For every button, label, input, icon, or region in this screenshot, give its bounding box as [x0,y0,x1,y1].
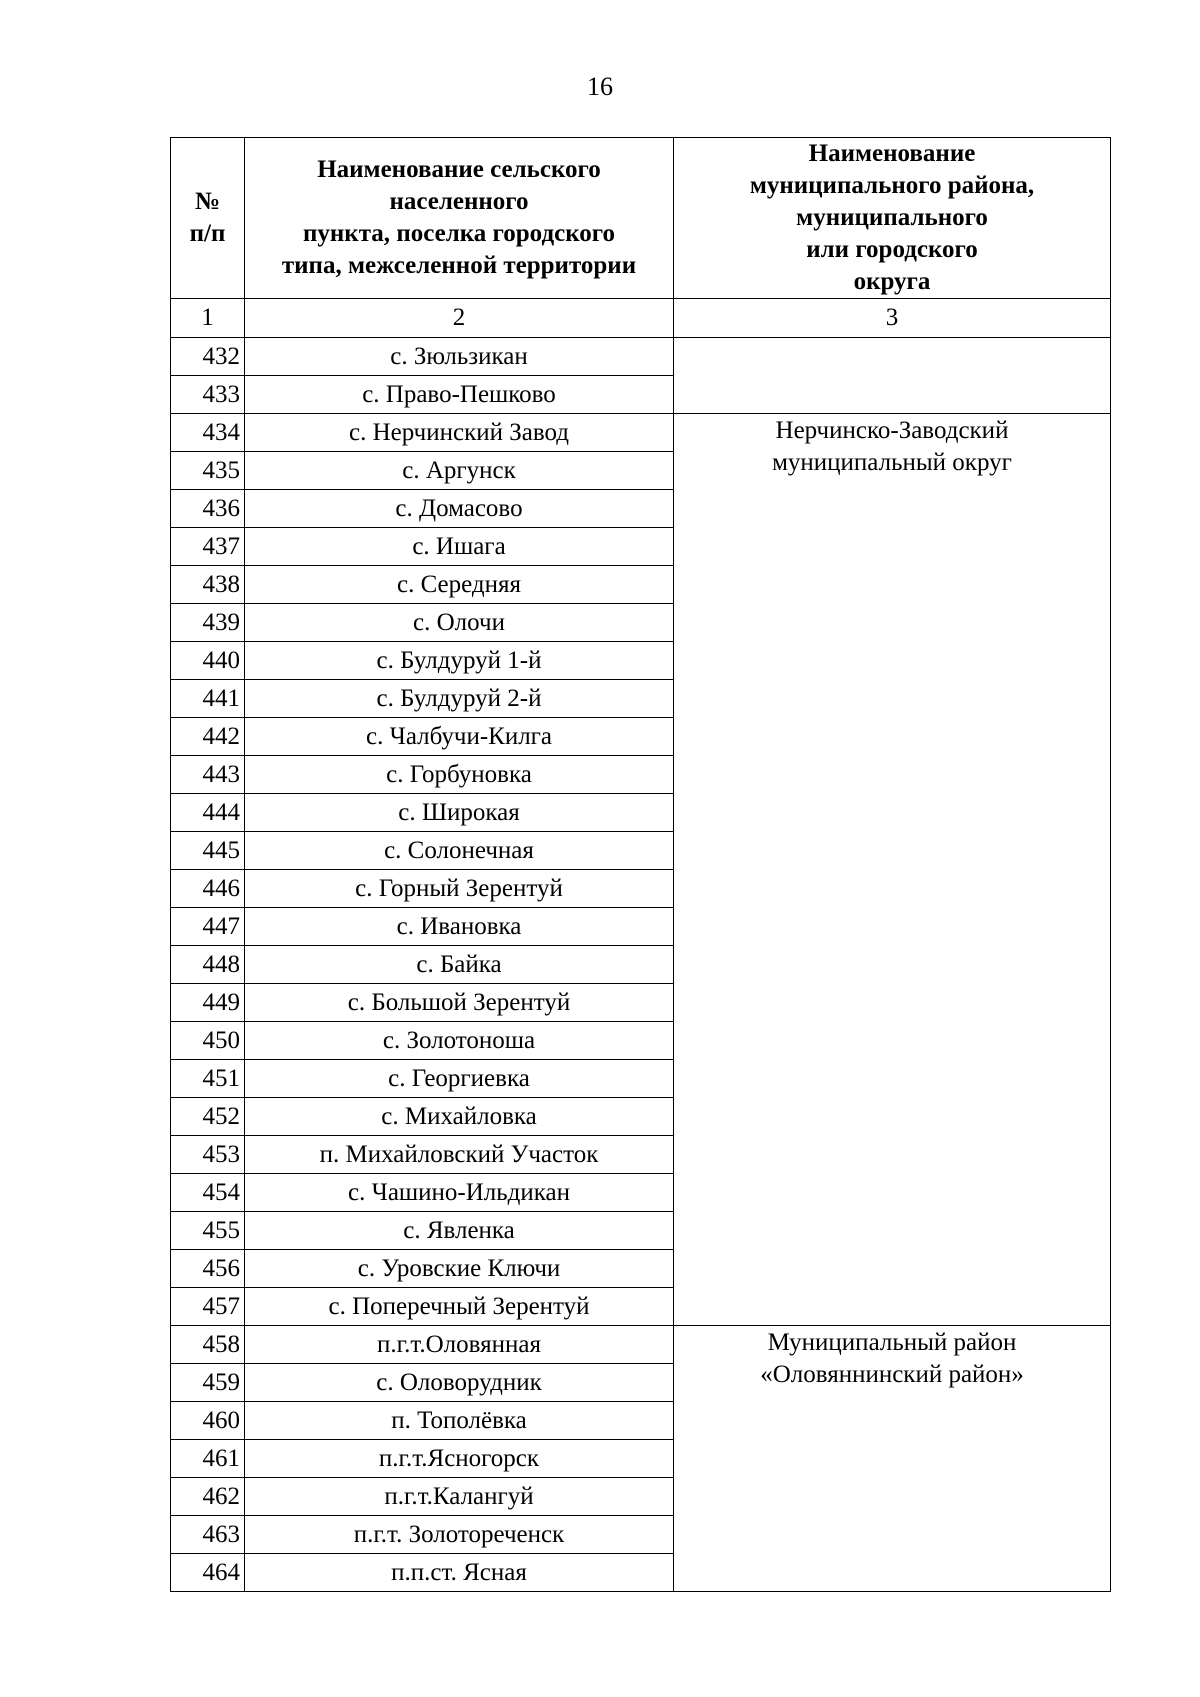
table-row [171,1326,1111,1364]
row-number: 463 [171,1516,245,1554]
row-number: 432 [171,338,245,376]
column-number-3: 3 [674,299,1111,338]
district-name-line: Нерчинско-Заводский [775,417,1009,444]
row-number: 457 [171,1288,245,1326]
header-settlement-label: Наименование сельского населенного пункта, поселка городского типа, межселенной территории [281,156,637,279]
row-number: 460 [171,1402,245,1440]
settlement-name: с. Ишага [245,528,674,566]
settlement-name: п.г.т.Калангуй [245,1478,674,1516]
settlement-name: с. Уровские Ключи [245,1250,674,1288]
district-name [674,414,1111,1326]
header-number [171,138,245,299]
row-number: 451 [171,1060,245,1098]
settlement-name: с. Оловорудник [245,1364,674,1402]
row-number: 452 [171,1098,245,1136]
settlement-name: с. Явленка [245,1212,674,1250]
settlement-name: с. Горбуновка [245,756,674,794]
header-district-name [674,138,1111,299]
column-number-1: 1 [171,299,245,338]
table-row [171,414,1111,452]
row-number: 442 [171,718,245,756]
table-row [171,338,1111,376]
district-name-line: «Оловяннинский район» [760,1361,1024,1388]
row-number: 453 [171,1136,245,1174]
row-number: 449 [171,984,245,1022]
settlement-name: п.г.т. Золотореченск [245,1516,674,1554]
row-number: 456 [171,1250,245,1288]
row-number: 450 [171,1022,245,1060]
settlement-name: с. Середняя [245,566,674,604]
district-name [674,338,1111,414]
settlement-name: с. Поперечный Зерентуй [245,1288,674,1326]
row-number: 446 [171,870,245,908]
settlement-name: с. Ивановка [245,908,674,946]
settlement-name: с. Право-Пешково [245,376,674,414]
row-number: 444 [171,794,245,832]
row-number: 459 [171,1364,245,1402]
row-number: 461 [171,1440,245,1478]
settlements-table [170,137,1111,1592]
column-numbers-row [171,299,1111,338]
settlement-name: с. Олочи [245,604,674,642]
row-number: 438 [171,566,245,604]
settlement-name: с. Большой Зерентуй [245,984,674,1022]
row-number: 464 [171,1554,245,1592]
settlement-name: п. Тополёвка [245,1402,674,1440]
settlement-name: с. Чашино-Ильдикан [245,1174,674,1212]
row-number: 437 [171,528,245,566]
row-number: 447 [171,908,245,946]
settlement-name: п. Михайловский Участок [245,1136,674,1174]
row-number: 441 [171,680,245,718]
row-number: 436 [171,490,245,528]
row-number: 434 [171,414,245,452]
settlement-name: с. Михайловка [245,1098,674,1136]
settlement-name: с. Золотоноша [245,1022,674,1060]
settlement-name: с. Солонечная [245,832,674,870]
row-number: 435 [171,452,245,490]
settlement-name: п.г.т.Оловянная [245,1326,674,1364]
settlement-name: п.г.т.Ясногорск [245,1440,674,1478]
settlement-name: с. Широкая [245,794,674,832]
row-number: 448 [171,946,245,984]
settlement-name: с. Чалбучи-Килга [245,718,674,756]
column-number-2: 2 [245,299,674,338]
row-number: 462 [171,1478,245,1516]
district-name-line: муниципальный округ [772,449,1012,476]
row-number: 439 [171,604,245,642]
settlement-name: с. Зюльзикан [245,338,674,376]
row-number: 454 [171,1174,245,1212]
settlement-name: с. Нерчинский Завод [245,414,674,452]
settlement-name: п.п.ст. Ясная [245,1554,674,1592]
table-header-row [171,138,1111,299]
row-number: 458 [171,1326,245,1364]
row-number: 433 [171,376,245,414]
row-number: 443 [171,756,245,794]
page-number: 16 [587,72,613,101]
settlement-name: с. Домасово [245,490,674,528]
district-name [674,1326,1111,1592]
header-number-label: № п/п [189,188,226,247]
settlement-name: с. Аргунск [245,452,674,490]
settlement-name: с. Байка [245,946,674,984]
header-district-label: Наименование муниципального района, муниципального или городского округа [749,140,1035,295]
row-number: 440 [171,642,245,680]
settlement-name: с. Горный Зерентуй [245,870,674,908]
row-number: 445 [171,832,245,870]
district-name-line: Муниципальный район [767,1329,1017,1356]
settlement-name: с. Булдуруй 1-й [245,642,674,680]
header-settlement-name [245,138,674,299]
row-number: 455 [171,1212,245,1250]
settlement-name: с. Булдуруй 2-й [245,680,674,718]
settlement-name: с. Георгиевка [245,1060,674,1098]
